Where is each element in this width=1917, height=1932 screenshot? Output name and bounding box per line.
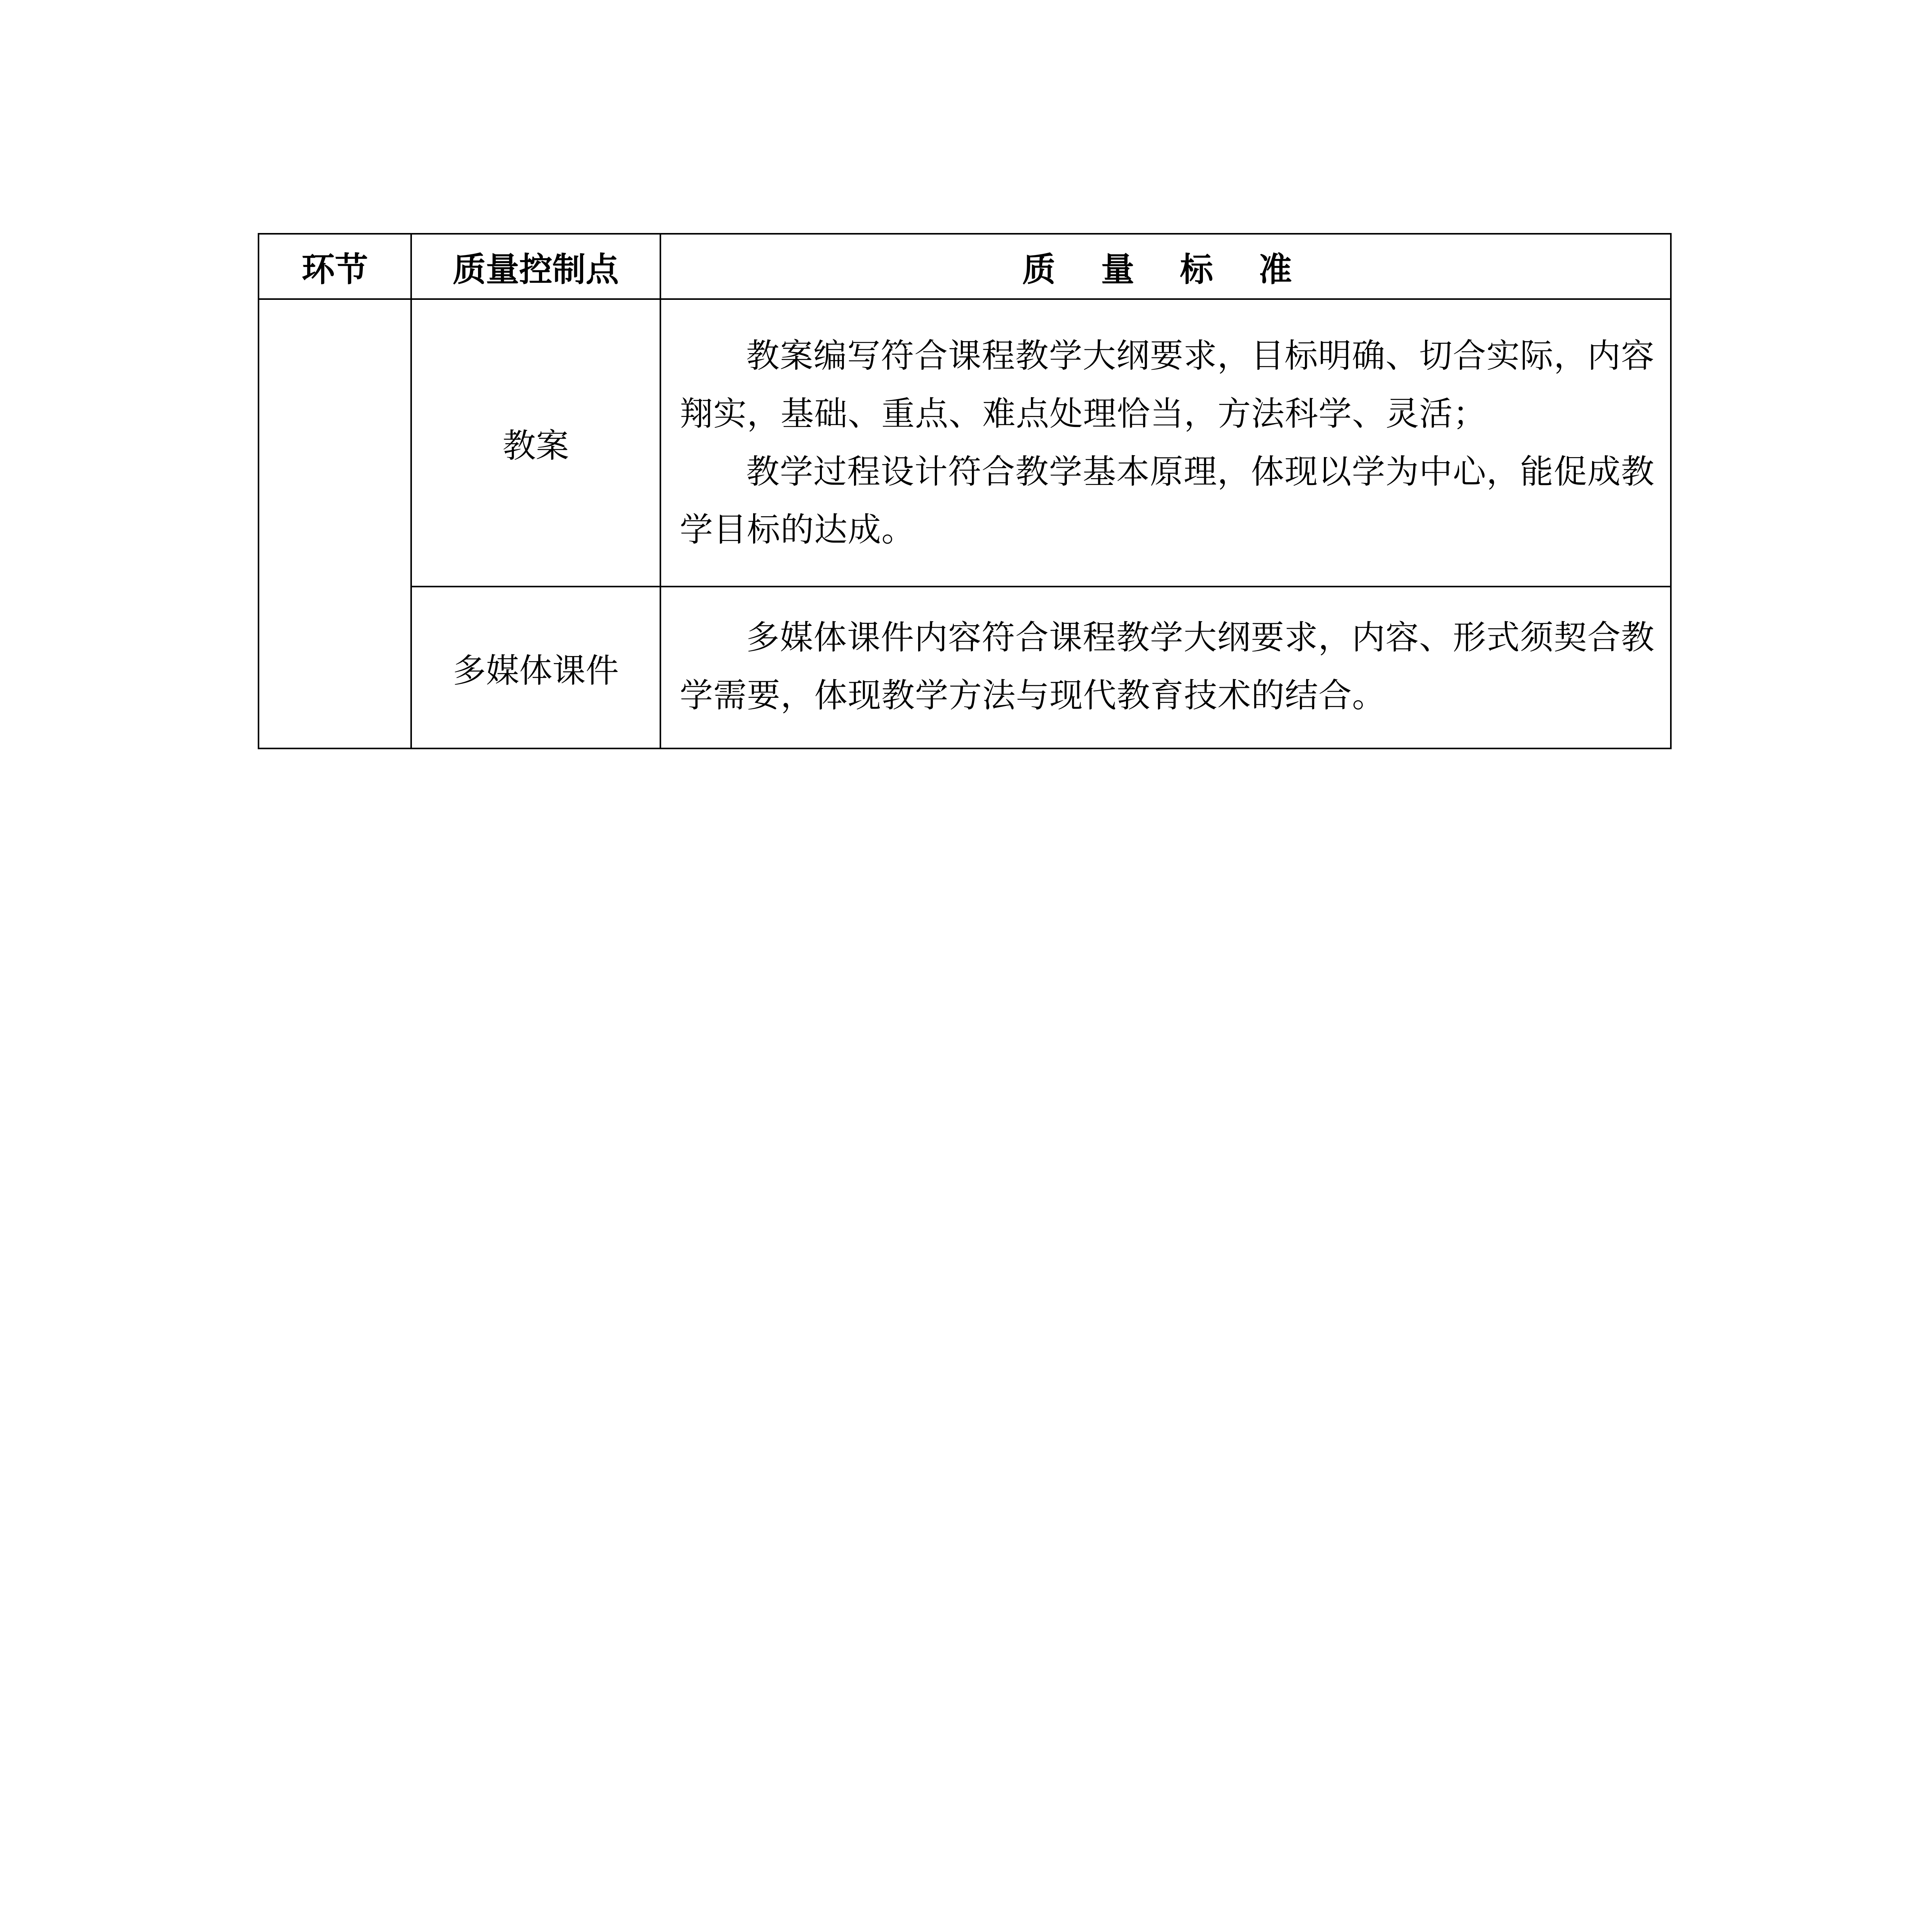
standard-paragraph: 教案编写符合课程教学大纲要求，目标明确、切合实际，内容翔实，基础、重点、难点处理恰当，方法科学、灵活； bbox=[680, 337, 1655, 433]
header-control-point: 质量控制点 bbox=[411, 234, 660, 299]
table-row bbox=[259, 587, 1671, 748]
header-standard bbox=[660, 234, 1671, 299]
header-standard-label: 质 量 标 准 bbox=[1022, 250, 1309, 289]
header-stage: 环节 bbox=[259, 234, 411, 299]
standard-cell bbox=[660, 587, 1671, 748]
standard-paragraph: 教学过程设计符合教学基本原理，体现以学为中心，能促成教学目标的达成。 bbox=[680, 452, 1655, 549]
control-point-cell: 教案 bbox=[411, 299, 660, 587]
control-point-cell: 多媒体课件 bbox=[411, 587, 660, 748]
stage-cell bbox=[259, 299, 411, 748]
quality-standard-table bbox=[258, 233, 1672, 749]
standard-paragraph: 多媒体课件内容符合课程教学大纲要求，内容、形式须契合教学需要，体现教学方法与现代教育技术的结合。 bbox=[680, 618, 1655, 715]
standard-cell bbox=[660, 299, 1671, 587]
table-header-row bbox=[259, 234, 1671, 299]
table-row bbox=[259, 299, 1671, 587]
